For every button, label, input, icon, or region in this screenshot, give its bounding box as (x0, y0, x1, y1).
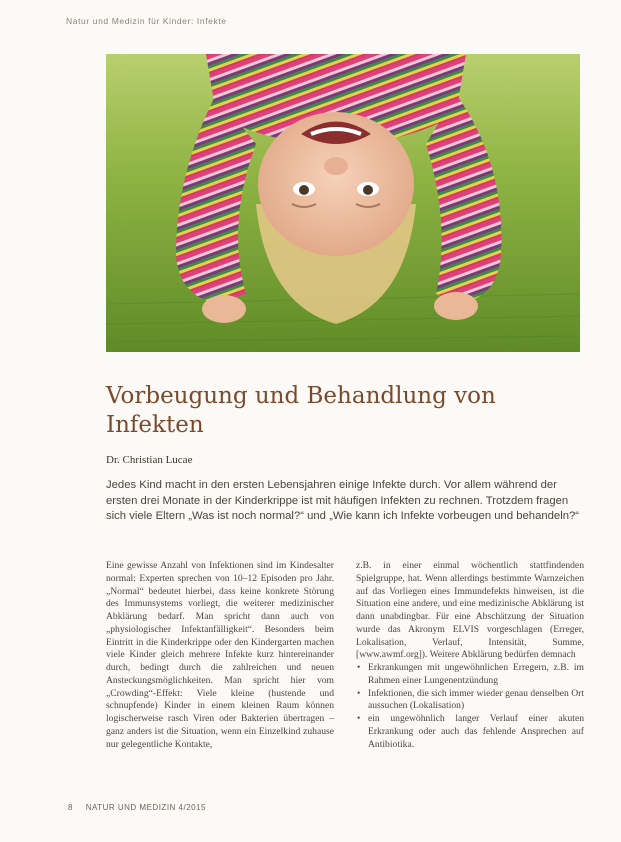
column-right-text: z.B. in einer einmal wöchentlich stattfindenden Spielgruppe, hat. Wenn allerdings bestimmte Warnzeichen auf das Vorliegen eines Immundefekts hinweisen, ist die Situation eine andere, und eine medizinische Abklärung ist dann unabdingbar. Für eine Abschätzung der Situation wurde das Akronym ELVIS vorgeschlagen (Erreger, Lokalisation, Verlauf, Intensität, Summe, [www.awmf.org]). Weitere Abklärung bedürfen demnach (356, 560, 584, 661)
list-item: • Infektionen, die sich immer wieder genau denselben Ort aussuchen (Lokalisation) (368, 688, 584, 714)
list-item: • Erkrankungen mit ungewöhnlichen Erregern, z.B. im Rahmen einer Lungenentzündung (368, 662, 584, 688)
warning-sign-list (356, 662, 584, 751)
author-name: Dr. Christian Lucae (106, 454, 193, 466)
lead-paragraph: Jedes Kind macht in den ersten Lebensjahren einige Infekte durch. Vor allem während der ersten drei Monate in der Kinderkrippe ist mit häufigen Infekten zu rechnen. Trotzdem fragen sich viele Eltern „Was ist noch normal?“ und „Wie kann ich Infekte vorbeugen und behandeln?“ (106, 479, 580, 522)
article-title: Vorbeugung und Behandlung von Infekten (106, 383, 496, 438)
list-item: • ein ungewöhnlich langer Verlauf einer akuten Erkrankung oder auch das fehlende Ansprechen auf Antibiotika. (368, 713, 584, 751)
running-head: Natur und Medizin für Kinder: Infekte (66, 16, 227, 26)
journal-name: NATUR UND MEDIZIN 4/2015 (85, 803, 207, 812)
page-footer (68, 803, 206, 812)
photo-child-handstand-icon (106, 54, 580, 352)
column-left-text: Eine gewisse Anzahl von Infektionen sind im Kindesalter normal: Experten sprechen von 10–12 Episoden pro Jahr. „Normal“ bedeutet hierbei, dass keine konkrete Störung des Immunsystems vorliegt, die weiterer medizinischer Abklärung bedarf. Man spricht dann auch von „physiologischer Infektanfälligkeit“. Besonders beim Eintritt in die Kinderkrippe oder den Kindergarten machen viele Kinder gleich mehrere Infekte kurz hintereinander durch, bedingt durch die zahlreichen und neuen Ansteckungsmöglichkeiten. Man spricht hier vom „Crowding“-Effekt: Viele kleine (hustende und schnupfende) Kinder in einem kleinen Raum können logischerweise rasch Viren oder Bakterien übertragen – ganz anders ist die Situation, wenn ein Einzelkind zuhause nur gelegentliche Kontakte, (106, 560, 334, 750)
body-columns (106, 560, 584, 751)
column-left (106, 560, 334, 751)
hero-photo (106, 54, 580, 352)
column-right (356, 560, 584, 751)
page-number: 8 (68, 803, 73, 812)
